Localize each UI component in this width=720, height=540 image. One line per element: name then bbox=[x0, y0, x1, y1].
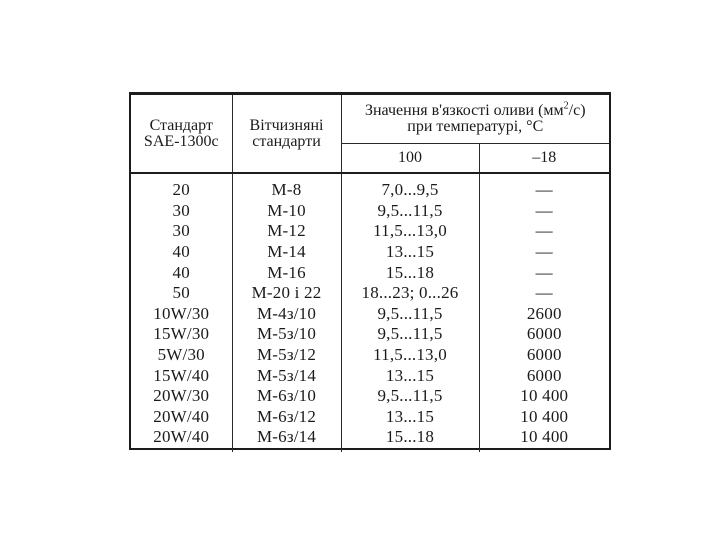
cell-national: М-5з/14 bbox=[232, 365, 341, 386]
cell-viscosity-minus18: — bbox=[535, 242, 553, 262]
table-row bbox=[131, 201, 609, 222]
cell-national: М-6з/10 bbox=[232, 386, 341, 407]
table-row bbox=[131, 365, 609, 386]
cell-viscosity-100: 11,5...13,0 bbox=[341, 345, 479, 366]
cell-viscosity-100: 13...15 bbox=[341, 407, 479, 428]
cell-national: М-8 bbox=[232, 173, 341, 201]
header-viscosity-sup: 2 bbox=[563, 100, 569, 112]
cell-viscosity-minus18: 6000 bbox=[526, 345, 562, 365]
header-viscosity-group bbox=[341, 95, 609, 144]
table-row bbox=[131, 221, 609, 242]
cell-viscosity-minus18: 10 400 bbox=[520, 406, 569, 426]
cell-national: М-10 bbox=[232, 201, 341, 222]
oil-viscosity-table bbox=[131, 95, 609, 452]
header-temp-minus18: –18 bbox=[479, 144, 609, 174]
cell-viscosity-minus18: 6000 bbox=[526, 365, 562, 385]
table-row bbox=[131, 427, 609, 452]
cell-sae: 20W/40 bbox=[131, 407, 232, 428]
cell-sae: 30 bbox=[131, 201, 232, 222]
cell-national: М-6з/12 bbox=[232, 407, 341, 428]
cell-viscosity-100: 11,5...13,0 bbox=[341, 221, 479, 242]
cell-sae: 15W/30 bbox=[131, 324, 232, 345]
cell-viscosity-minus18: 10 400 bbox=[520, 386, 569, 406]
table-row bbox=[131, 283, 609, 304]
cell-viscosity-100: 9,5...11,5 bbox=[341, 201, 479, 222]
header-sae-line2: SAE-1300c bbox=[143, 132, 219, 150]
table-row bbox=[131, 242, 609, 263]
header-national-line2: стандарти bbox=[252, 132, 321, 150]
header-national-standards bbox=[232, 95, 341, 173]
cell-sae: 20 bbox=[131, 173, 232, 201]
table-body bbox=[131, 173, 609, 452]
cell-viscosity-minus18: 6000 bbox=[526, 324, 562, 344]
cell-sae: 40 bbox=[131, 242, 232, 263]
cell-national: М-20 і 22 bbox=[232, 283, 341, 304]
cell-national: М-6з/14 bbox=[232, 427, 341, 452]
cell-viscosity-100: 9,5...11,5 bbox=[341, 386, 479, 407]
cell-viscosity-100: 7,0...9,5 bbox=[341, 173, 479, 201]
oil-viscosity-table-frame bbox=[129, 92, 611, 450]
cell-viscosity-100: 13...15 bbox=[341, 242, 479, 263]
header-viscosity-pre: Значення в'язкості оливи (мм bbox=[364, 102, 564, 119]
cell-viscosity-100: 9,5...11,5 bbox=[341, 304, 479, 325]
cell-viscosity-minus18: — bbox=[535, 283, 553, 303]
header-viscosity-line2: при температурі, °С bbox=[407, 118, 544, 135]
cell-sae: 40 bbox=[131, 262, 232, 283]
cell-national: М-5з/10 bbox=[232, 324, 341, 345]
cell-national: М-12 bbox=[232, 221, 341, 242]
cell-viscosity-minus18: — bbox=[535, 180, 553, 200]
cell-viscosity-100: 15...18 bbox=[341, 262, 479, 283]
cell-viscosity-100: 9,5...11,5 bbox=[341, 324, 479, 345]
cell-viscosity-minus18: 10 400 bbox=[520, 427, 569, 447]
cell-viscosity-100: 13...15 bbox=[341, 365, 479, 386]
cell-viscosity-100: 15...18 bbox=[341, 427, 479, 452]
header-national-line1: Вітчизняні bbox=[249, 116, 324, 134]
cell-viscosity-100: 18...23; 0...26 bbox=[341, 283, 479, 304]
header-viscosity-line1 bbox=[342, 100, 610, 119]
table-row bbox=[131, 345, 609, 366]
table-row bbox=[131, 386, 609, 407]
cell-sae: 5W/30 bbox=[131, 345, 232, 366]
header-sae-line1: Стандарт bbox=[149, 116, 213, 134]
header-sae-standard bbox=[131, 95, 232, 173]
cell-national: М-14 bbox=[232, 242, 341, 263]
table-row bbox=[131, 262, 609, 283]
cell-sae: 15W/40 bbox=[131, 365, 232, 386]
table-row bbox=[131, 304, 609, 325]
cell-sae: 20W/40 bbox=[131, 427, 232, 452]
cell-viscosity-minus18: — bbox=[535, 221, 553, 241]
cell-viscosity-minus18: — bbox=[535, 262, 553, 282]
table-row bbox=[131, 173, 609, 201]
header-temp-100: 100 bbox=[341, 144, 479, 174]
table-row bbox=[131, 324, 609, 345]
cell-sae: 10W/30 bbox=[131, 304, 232, 325]
cell-sae: 50 bbox=[131, 283, 232, 304]
cell-national: М-4з/10 bbox=[232, 304, 341, 325]
table-row bbox=[131, 407, 609, 428]
cell-viscosity-minus18: 2600 bbox=[526, 303, 562, 323]
cell-sae: 30 bbox=[131, 221, 232, 242]
cell-national: М-16 bbox=[232, 262, 341, 283]
cell-viscosity-minus18: — bbox=[535, 200, 553, 220]
cell-sae: 20W/30 bbox=[131, 386, 232, 407]
header-viscosity-post: /с) bbox=[568, 102, 586, 119]
cell-national: М-5з/12 bbox=[232, 345, 341, 366]
